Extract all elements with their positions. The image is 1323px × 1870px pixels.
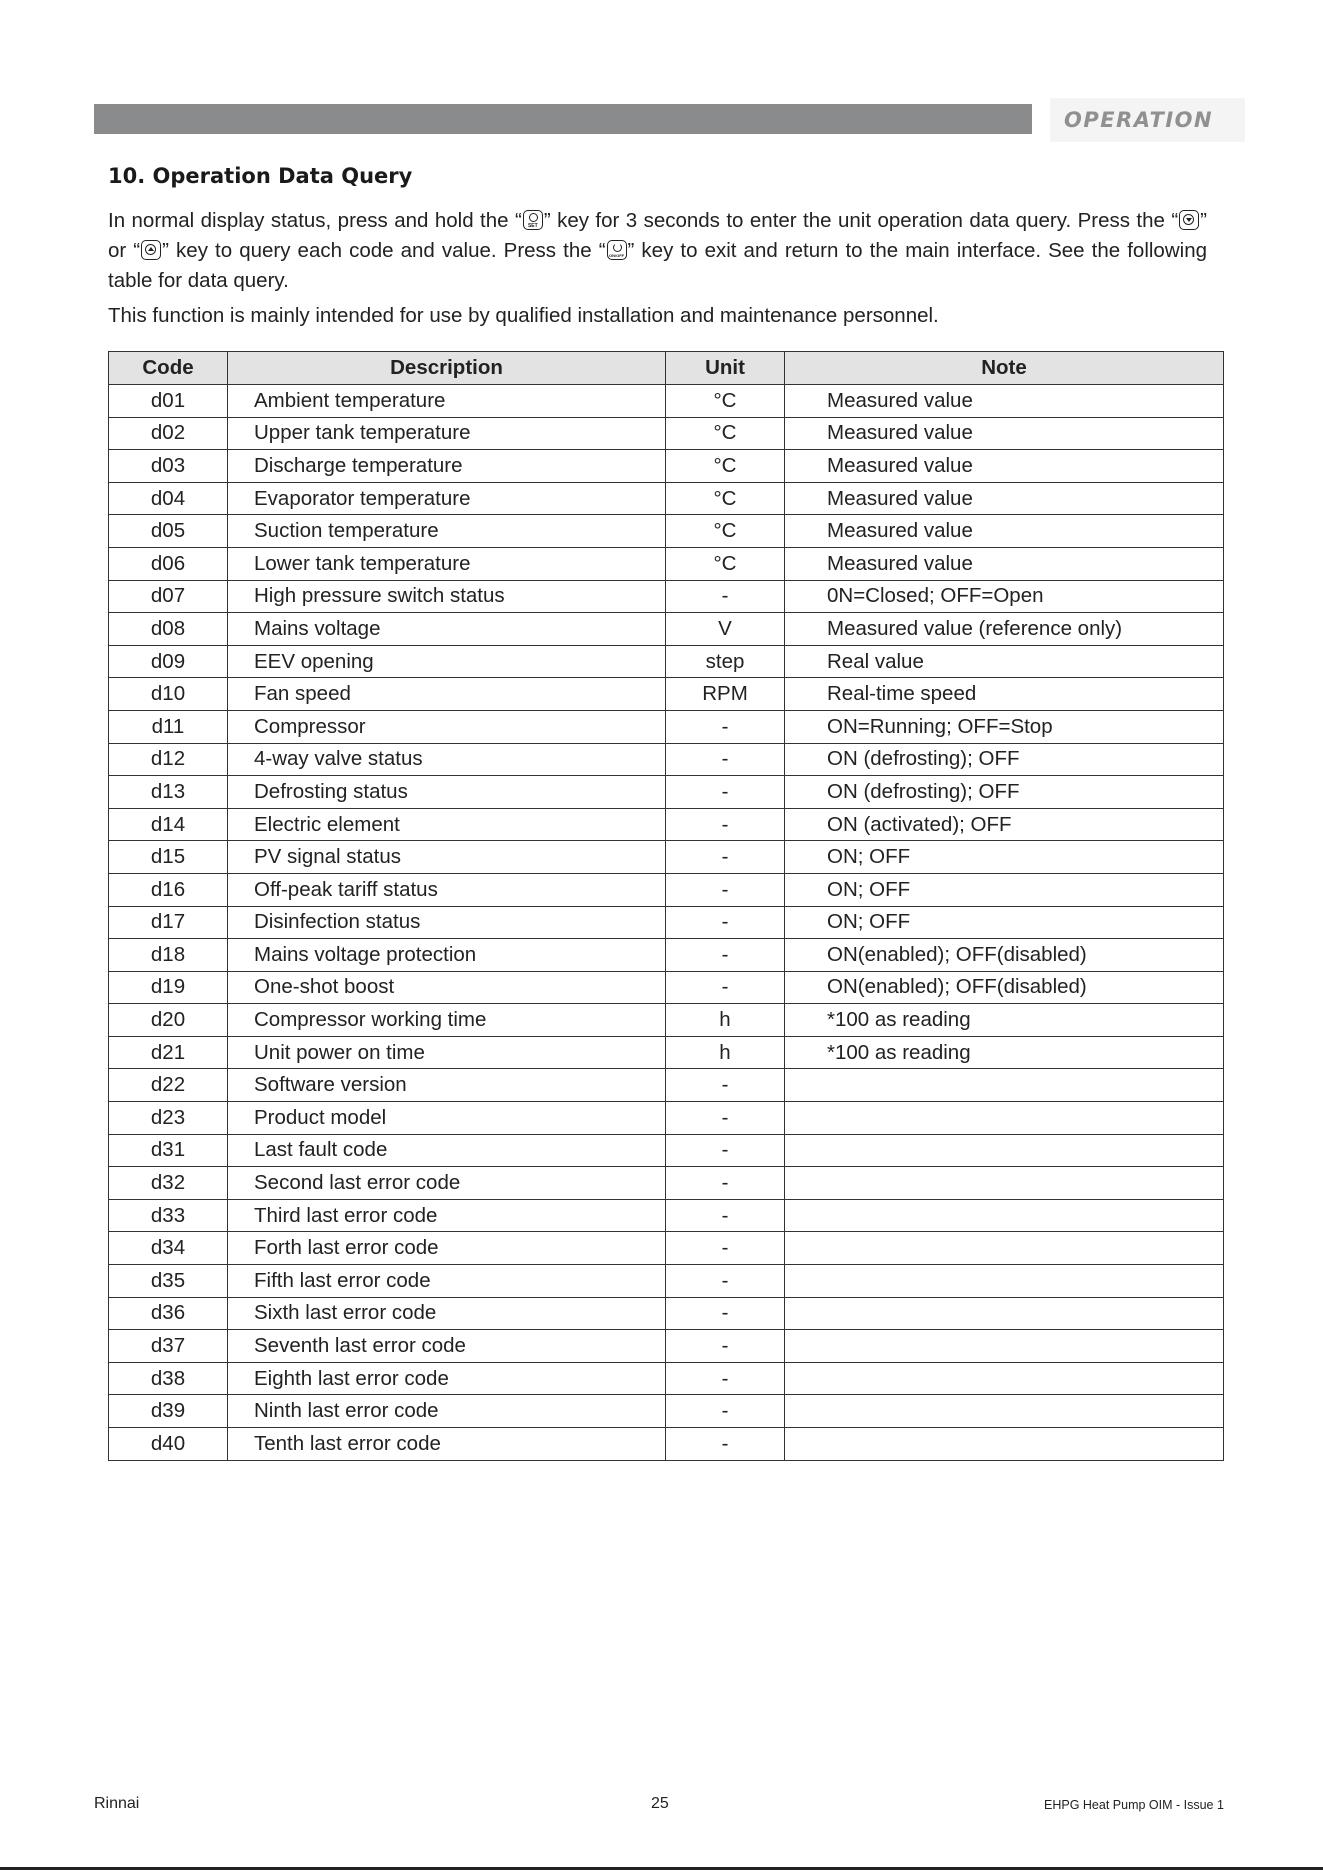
cell-code: d20	[109, 1004, 228, 1037]
table-row	[109, 645, 1224, 678]
cell-note	[785, 1330, 1224, 1363]
table-row	[109, 743, 1224, 776]
table-row	[109, 417, 1224, 450]
cell-unit: -	[666, 939, 785, 972]
cell-note: Measured value	[785, 515, 1224, 548]
cell-desc: Last fault code	[228, 1134, 666, 1167]
cell-desc: Unit power on time	[228, 1036, 666, 1069]
cell-unit: -	[666, 580, 785, 613]
cell-code: d07	[109, 580, 228, 613]
table-row	[109, 808, 1224, 841]
cell-note: ON=Running; OFF=Stop	[785, 710, 1224, 743]
cell-note	[785, 1069, 1224, 1102]
cell-code: d36	[109, 1297, 228, 1330]
cell-desc: One-shot boost	[228, 971, 666, 1004]
cell-desc: Sixth last error code	[228, 1297, 666, 1330]
cell-note: ON (defrosting); OFF	[785, 743, 1224, 776]
cell-code: d11	[109, 710, 228, 743]
cell-note	[785, 1232, 1224, 1265]
up-key-icon	[141, 240, 161, 260]
header-bar	[94, 104, 1032, 134]
cell-code: d34	[109, 1232, 228, 1265]
cell-desc: Electric element	[228, 808, 666, 841]
cell-code: d39	[109, 1395, 228, 1428]
cell-unit: °C	[666, 482, 785, 515]
cell-note: Measured value (reference only)	[785, 613, 1224, 646]
cell-desc: Defrosting status	[228, 776, 666, 809]
cell-desc: Ambient temperature	[228, 385, 666, 418]
cell-note	[785, 1428, 1224, 1461]
table-row	[109, 1036, 1224, 1069]
table-row	[109, 1199, 1224, 1232]
cell-unit: °C	[666, 515, 785, 548]
cell-code: d03	[109, 450, 228, 483]
cell-note	[785, 1297, 1224, 1330]
cell-code: d19	[109, 971, 228, 1004]
table-row	[109, 515, 1224, 548]
header-description: Description	[228, 352, 666, 385]
cell-desc: Ninth last error code	[228, 1395, 666, 1428]
cell-code: d32	[109, 1167, 228, 1200]
table-row	[109, 1102, 1224, 1135]
cell-unit: step	[666, 645, 785, 678]
cell-note: ON (activated); OFF	[785, 808, 1224, 841]
operation-data-table	[108, 351, 1224, 1461]
cell-desc: Discharge temperature	[228, 450, 666, 483]
cell-code: d12	[109, 743, 228, 776]
table-row	[109, 547, 1224, 580]
cell-note: *100 as reading	[785, 1004, 1224, 1037]
cell-code: d15	[109, 841, 228, 874]
cell-desc: Compressor	[228, 710, 666, 743]
table-row	[109, 385, 1224, 418]
table-row	[109, 482, 1224, 515]
table-header-row	[109, 352, 1224, 385]
cell-desc: Forth last error code	[228, 1232, 666, 1265]
header-note: Note	[785, 352, 1224, 385]
table-row	[109, 450, 1224, 483]
table-row	[109, 710, 1224, 743]
cell-note: ON; OFF	[785, 841, 1224, 874]
cell-note: Measured value	[785, 547, 1224, 580]
cell-desc: Second last error code	[228, 1167, 666, 1200]
table-row	[109, 1167, 1224, 1200]
table-row	[109, 1297, 1224, 1330]
cell-unit: °C	[666, 450, 785, 483]
cell-note: ON(enabled); OFF(disabled)	[785, 971, 1224, 1004]
cell-note	[785, 1199, 1224, 1232]
personnel-note: This function is mainly intended for use by qualified installation and maintenance personnel.	[108, 304, 939, 327]
cell-note: ON; OFF	[785, 873, 1224, 906]
cell-code: d18	[109, 939, 228, 972]
table-row	[109, 613, 1224, 646]
table-row	[109, 841, 1224, 874]
cell-unit: -	[666, 743, 785, 776]
table-row	[109, 776, 1224, 809]
cell-desc: Compressor working time	[228, 1004, 666, 1037]
table-row	[109, 1362, 1224, 1395]
table-body	[109, 385, 1224, 1461]
cell-unit: -	[666, 1199, 785, 1232]
cell-desc: 4-way valve status	[228, 743, 666, 776]
cell-unit: -	[666, 776, 785, 809]
cell-unit: -	[666, 841, 785, 874]
cell-code: d17	[109, 906, 228, 939]
table-row	[109, 906, 1224, 939]
cell-desc: Software version	[228, 1069, 666, 1102]
cell-note	[785, 1167, 1224, 1200]
cell-desc: Mains voltage	[228, 613, 666, 646]
cell-desc: Upper tank temperature	[228, 417, 666, 450]
cell-unit: -	[666, 971, 785, 1004]
cell-code: d35	[109, 1265, 228, 1298]
cell-desc: Product model	[228, 1102, 666, 1135]
table-row	[109, 1069, 1224, 1102]
cell-unit: -	[666, 808, 785, 841]
table-row	[109, 1265, 1224, 1298]
cell-note	[785, 1362, 1224, 1395]
cell-unit: °C	[666, 547, 785, 580]
cell-code: d04	[109, 482, 228, 515]
cell-code: d13	[109, 776, 228, 809]
table-row	[109, 1330, 1224, 1363]
cell-unit: -	[666, 1297, 785, 1330]
cell-unit: -	[666, 1134, 785, 1167]
table-row	[109, 1232, 1224, 1265]
cell-code: d06	[109, 547, 228, 580]
cell-note: 0N=Closed; OFF=Open	[785, 580, 1224, 613]
cell-unit: -	[666, 1167, 785, 1200]
cell-unit: h	[666, 1036, 785, 1069]
cell-unit: -	[666, 710, 785, 743]
cell-note: Measured value	[785, 417, 1224, 450]
cell-desc: Disinfection status	[228, 906, 666, 939]
table-row	[109, 1004, 1224, 1037]
cell-code: d33	[109, 1199, 228, 1232]
set-key-icon	[523, 210, 543, 230]
cell-desc: Eighth last error code	[228, 1362, 666, 1395]
cell-code: d37	[109, 1330, 228, 1363]
cell-unit: RPM	[666, 678, 785, 711]
down-key-icon	[1179, 210, 1199, 230]
footer-document: EHPG Heat Pump OIM - Issue 1	[1044, 1798, 1224, 1812]
cell-note: Measured value	[785, 482, 1224, 515]
cell-code: d02	[109, 417, 228, 450]
cell-note: *100 as reading	[785, 1036, 1224, 1069]
cell-desc: PV signal status	[228, 841, 666, 874]
cell-desc: Lower tank temperature	[228, 547, 666, 580]
cell-unit: °C	[666, 417, 785, 450]
header-unit: Unit	[666, 352, 785, 385]
cell-unit: h	[666, 1004, 785, 1037]
cell-desc: Fan speed	[228, 678, 666, 711]
page-number: 25	[651, 1795, 669, 1812]
cell-unit: -	[666, 1102, 785, 1135]
table-row	[109, 1395, 1224, 1428]
cell-unit: -	[666, 1428, 785, 1461]
cell-unit: -	[666, 873, 785, 906]
cell-unit: -	[666, 906, 785, 939]
cell-desc: Seventh last error code	[228, 1330, 666, 1363]
cell-note: ON; OFF	[785, 906, 1224, 939]
table-row	[109, 678, 1224, 711]
cell-desc: High pressure switch status	[228, 580, 666, 613]
cell-note: Real value	[785, 645, 1224, 678]
cell-note	[785, 1395, 1224, 1428]
cell-note	[785, 1102, 1224, 1135]
cell-code: d05	[109, 515, 228, 548]
cell-desc: EEV opening	[228, 645, 666, 678]
cell-note	[785, 1265, 1224, 1298]
cell-desc: Mains voltage protection	[228, 939, 666, 972]
cell-unit: -	[666, 1395, 785, 1428]
table-row	[109, 1134, 1224, 1167]
cell-unit: -	[666, 1265, 785, 1298]
cell-note: Measured value	[785, 385, 1224, 418]
cell-note: ON (defrosting); OFF	[785, 776, 1224, 809]
cell-unit: -	[666, 1232, 785, 1265]
cell-unit: V	[666, 613, 785, 646]
header-code: Code	[109, 352, 228, 385]
cell-desc: Fifth last error code	[228, 1265, 666, 1298]
cell-code: d40	[109, 1428, 228, 1461]
cell-code: d01	[109, 385, 228, 418]
cell-note	[785, 1134, 1224, 1167]
table-row	[109, 580, 1224, 613]
cell-note: Real-time speed	[785, 678, 1224, 711]
cell-desc: Off-peak tariff status	[228, 873, 666, 906]
cell-code: d22	[109, 1069, 228, 1102]
cell-desc: Evaporator temperature	[228, 482, 666, 515]
cell-code: d08	[109, 613, 228, 646]
cell-code: d16	[109, 873, 228, 906]
cell-code: d09	[109, 645, 228, 678]
cell-desc: Third last error code	[228, 1199, 666, 1232]
cell-code: d38	[109, 1362, 228, 1395]
cell-unit: -	[666, 1362, 785, 1395]
section-title: 10. Operation Data Query	[108, 164, 413, 188]
table-row	[109, 971, 1224, 1004]
cell-code: d14	[109, 808, 228, 841]
cell-code: d31	[109, 1134, 228, 1167]
intro-paragraph: In normal display status, press and hold the “SET ” key for 3 seconds to enter the unit operation data query. Press the “ ” or “ ” key to query each code and value. Press the “ON/OFF ” key to exit and return to the main interface. See the following table for data query.	[108, 206, 1207, 296]
table-row	[109, 873, 1224, 906]
footer-brand: Rinnai	[94, 1795, 140, 1812]
cell-code: d21	[109, 1036, 228, 1069]
cell-note: Measured value	[785, 450, 1224, 483]
section-header-label: OPERATION	[1050, 98, 1245, 142]
cell-unit: -	[666, 1069, 785, 1102]
cell-unit: -	[666, 1330, 785, 1363]
cell-unit: °C	[666, 385, 785, 418]
power-key-icon	[607, 240, 627, 260]
table-row	[109, 939, 1224, 972]
table-row	[109, 1428, 1224, 1461]
cell-code: d10	[109, 678, 228, 711]
cell-code: d23	[109, 1102, 228, 1135]
cell-desc: Tenth last error code	[228, 1428, 666, 1461]
cell-note: ON(enabled); OFF(disabled)	[785, 939, 1224, 972]
cell-desc: Suction temperature	[228, 515, 666, 548]
